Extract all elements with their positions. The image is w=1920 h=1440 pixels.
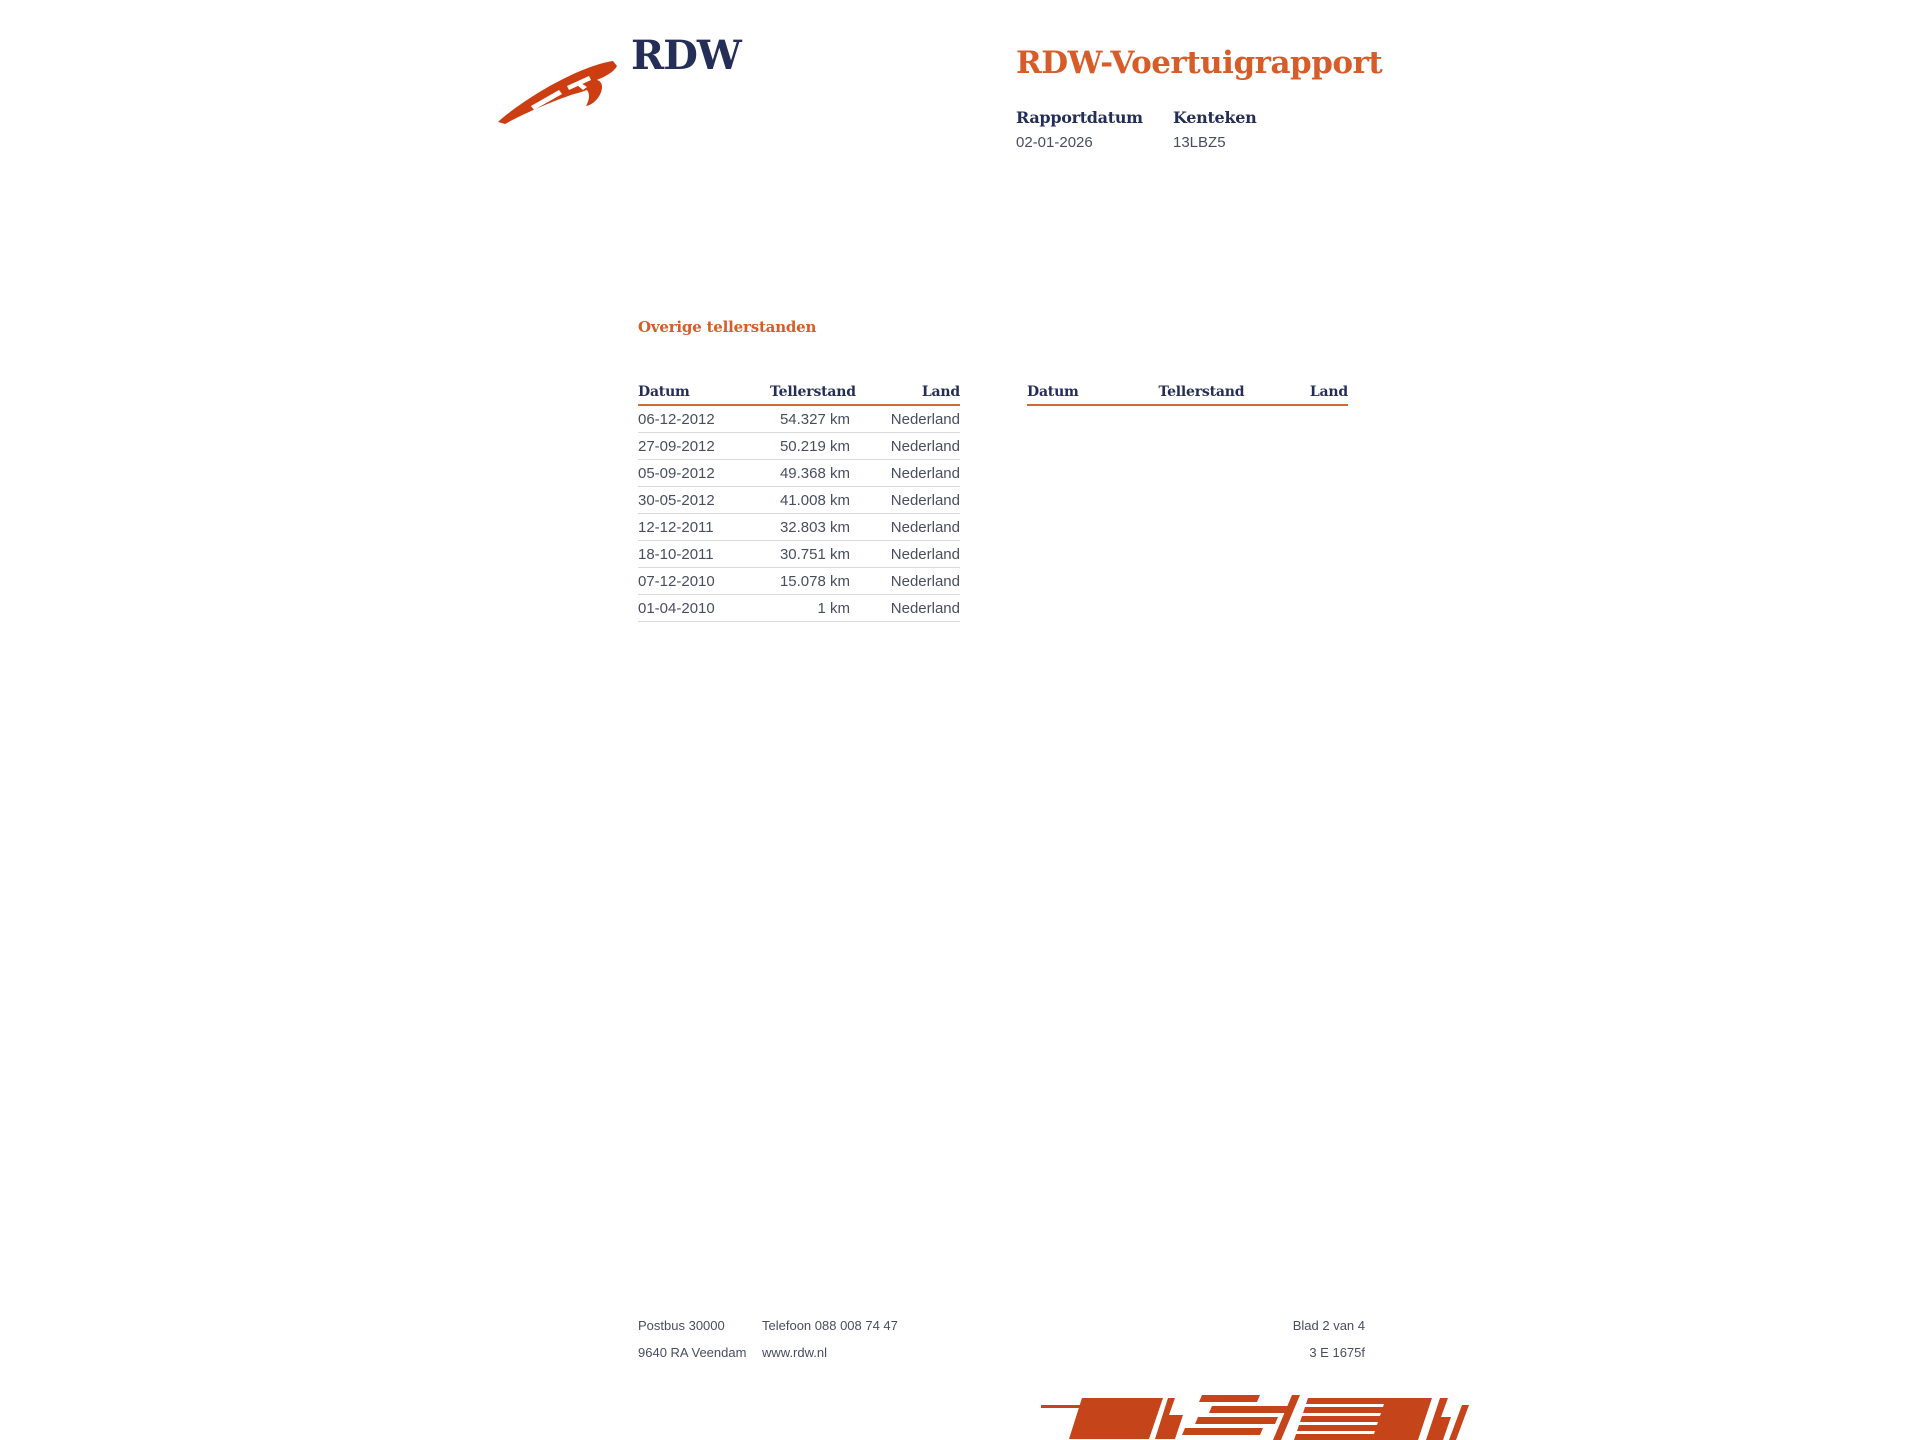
footer-page-info (1293, 1312, 1365, 1366)
header-tellerstand: Tellerstand (1158, 384, 1245, 400)
cell-datum: 30-05-2012 (638, 491, 715, 509)
cell-datum: 06-12-2012 (638, 410, 715, 428)
report-meta (1016, 108, 1256, 151)
form-code: 3 E 1675f (1309, 1345, 1365, 1360)
cell-datum: 07-12-2010 (638, 572, 715, 590)
header-tellerstand: Tellerstand (770, 384, 856, 400)
footer-phone: Telefoon 088 008 74 47 (762, 1318, 898, 1333)
cell-tellerstand: 54.327 km (779, 410, 850, 428)
cell-datum: 01-04-2010 (638, 599, 715, 617)
left-table-body (638, 406, 960, 622)
cell-tellerstand: 32.803 km (779, 518, 850, 536)
rapportdatum-block (1016, 108, 1173, 151)
header-land: Land (1309, 384, 1348, 400)
rdw-wing-icon (497, 58, 623, 126)
table-row (638, 514, 960, 541)
cell-tellerstand: 49.368 km (779, 464, 850, 482)
cell-datum: 12-12-2011 (638, 518, 714, 536)
footer-website: www.rdw.nl (762, 1345, 828, 1360)
table-row (638, 406, 960, 433)
table-row (638, 433, 960, 460)
cell-datum: 18-10-2011 (638, 545, 714, 563)
cell-tellerstand: 1 km (817, 599, 850, 617)
cell-land: Nederland (890, 545, 960, 563)
header-datum: Datum (1027, 384, 1079, 400)
rapportdatum-value: 02-01-2026 (1016, 134, 1093, 151)
cell-land: Nederland (890, 572, 960, 590)
table-header-row (1027, 384, 1348, 406)
cell-tellerstand: 41.008 km (779, 491, 850, 509)
table-header-row (638, 384, 960, 406)
cell-land: Nederland (890, 491, 960, 509)
page-indicator: Blad 2 van 4 (1292, 1318, 1365, 1333)
cell-datum: 05-09-2012 (638, 464, 715, 482)
table-row (638, 460, 960, 487)
footer-address (638, 1312, 746, 1366)
cell-tellerstand: 50.219 km (779, 437, 850, 455)
table-row (638, 487, 960, 514)
footer-city: 9640 RA Veendam (638, 1345, 747, 1360)
kenteken-block (1173, 108, 1256, 151)
header-land: Land (921, 384, 960, 400)
page-title: RDW-Voertuigrapport (1016, 45, 1383, 81)
header-datum: Datum (638, 384, 690, 400)
cell-tellerstand: 15.078 km (779, 572, 850, 590)
cell-land: Nederland (890, 437, 960, 455)
cell-land: Nederland (890, 464, 960, 482)
cell-tellerstand: 30.751 km (779, 545, 850, 563)
kenteken-label: Kenteken (1173, 108, 1257, 127)
table-row (638, 541, 960, 568)
cell-land: Nederland (890, 410, 960, 428)
rdw-logo-text: RDW (631, 32, 741, 79)
cell-land: Nederland (890, 599, 960, 617)
rdw-footer-stripes-graphic (1036, 1393, 1472, 1440)
footer-postbus: Postbus 30000 (638, 1318, 725, 1333)
tellerstanden-table-left (638, 384, 960, 622)
table-row (638, 595, 960, 622)
cell-datum: 27-09-2012 (638, 437, 715, 455)
cell-land: Nederland (890, 518, 960, 536)
footer-contact (762, 1312, 898, 1366)
rapportdatum-label: Rapportdatum (1016, 108, 1143, 127)
kenteken-value: 13LBZ5 (1173, 134, 1226, 151)
tellerstanden-table-right (1027, 384, 1348, 406)
section-heading: Overige tellerstanden (638, 318, 817, 336)
table-row (638, 568, 960, 595)
